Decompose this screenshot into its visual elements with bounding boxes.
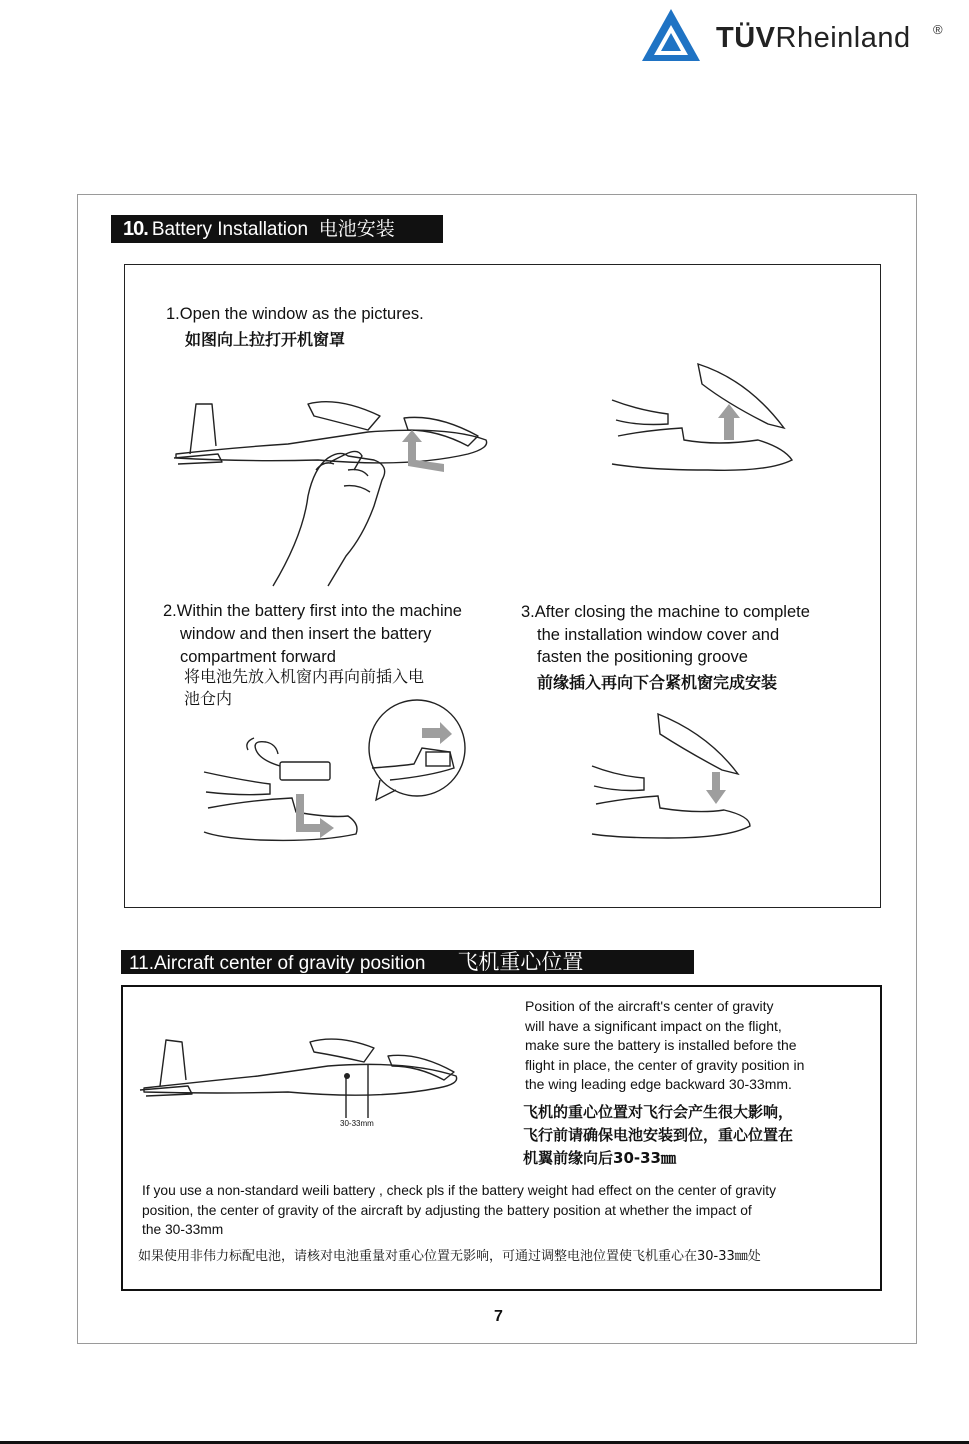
cog-description-zh — [523, 1101, 793, 1170]
step3-text-en-3: fasten the positioning groove — [537, 648, 748, 666]
cog-desc-line: flight in place, the center of gravity position in — [525, 1056, 805, 1073]
cog-measure-label: 30-33mm — [340, 1119, 374, 1128]
cog-desc-zh-line: 飞机的重心位置对飞行会产生很大影响， — [523, 1103, 794, 1121]
cog-desc-zh-line: 机翼前缘向后30-33㎜ — [523, 1149, 676, 1167]
section-number: 10. — [123, 218, 148, 240]
cog-description-en — [525, 997, 804, 1095]
cog-desc-line: the wing leading edge backward 30-33mm. — [525, 1076, 792, 1092]
section-title-en: 11.Aircraft center of gravity position — [129, 953, 426, 974]
cog-desc-line: will have a significant impact on the flight, — [525, 1017, 782, 1034]
window-close-illustration — [588, 710, 758, 845]
step1-text-en: 1.Open the window as the pictures. — [166, 305, 424, 323]
section-title-en: Battery Installation — [151, 219, 309, 240]
step1-text-zh: 如图向上拉打开机窗罩 — [185, 330, 346, 349]
step3-text-en-2: the installation window cover and — [537, 626, 780, 644]
section-10-heading — [111, 215, 443, 243]
note-line: position, the center of gravity of the aircraft by adjusting the battery position at whether the impact of — [142, 1202, 752, 1218]
note-line: the 30-33mm — [142, 1222, 224, 1237]
step3-text-en-1: 3.After closing the machine to complete — [521, 603, 810, 621]
step2-text-en-3: compartment forward — [180, 648, 336, 666]
battery-note-zh: 如果使用非伟力标配电池，请核对电池重量对重心位置无影响，可通过调整电池位置使飞机重心在30-33㎜处 — [138, 1249, 761, 1264]
section-11-heading — [121, 950, 694, 974]
step2-text-zh-2: 池仓内 — [184, 689, 233, 708]
registered-mark: ® — [933, 22, 943, 37]
section-title-zh: 飞机重心位置 — [457, 950, 584, 974]
tuv-logo-triangle-icon — [640, 7, 702, 63]
step2-text-en-1: 2.Within the battery first into the machine — [163, 602, 462, 620]
step3-text-zh: 前缘插入再向下合紧机窗完成安装 — [537, 673, 778, 692]
section-title-zh: 电池安装 — [318, 218, 395, 240]
battery-note-en — [142, 1181, 776, 1240]
battery-insert-illustration — [200, 700, 475, 845]
cog-desc-line: make sure the battery is installed before the — [525, 1037, 797, 1053]
plane-hand-illustration — [168, 396, 498, 586]
cog-desc-zh-line: 飞行前请确保电池安装到位，重心位置在 — [523, 1126, 794, 1144]
cog-desc-line: Position of the aircraft's center of gravity — [525, 998, 774, 1014]
step2-text-zh-1: 将电池先放入机窗内再向前插入电 — [184, 667, 425, 686]
window-open-illustration — [608, 360, 798, 480]
step2-text-en-2: window and then insert the battery — [180, 625, 432, 643]
center-of-gravity-diagram — [138, 1030, 463, 1130]
tuv-logo-text: TÜVRheinland — [716, 22, 911, 54]
note-line: If you use a non-standard weili battery , check pls if the battery weight had effect on the center of gravity — [142, 1183, 776, 1198]
page-number: 7 — [494, 1308, 503, 1325]
